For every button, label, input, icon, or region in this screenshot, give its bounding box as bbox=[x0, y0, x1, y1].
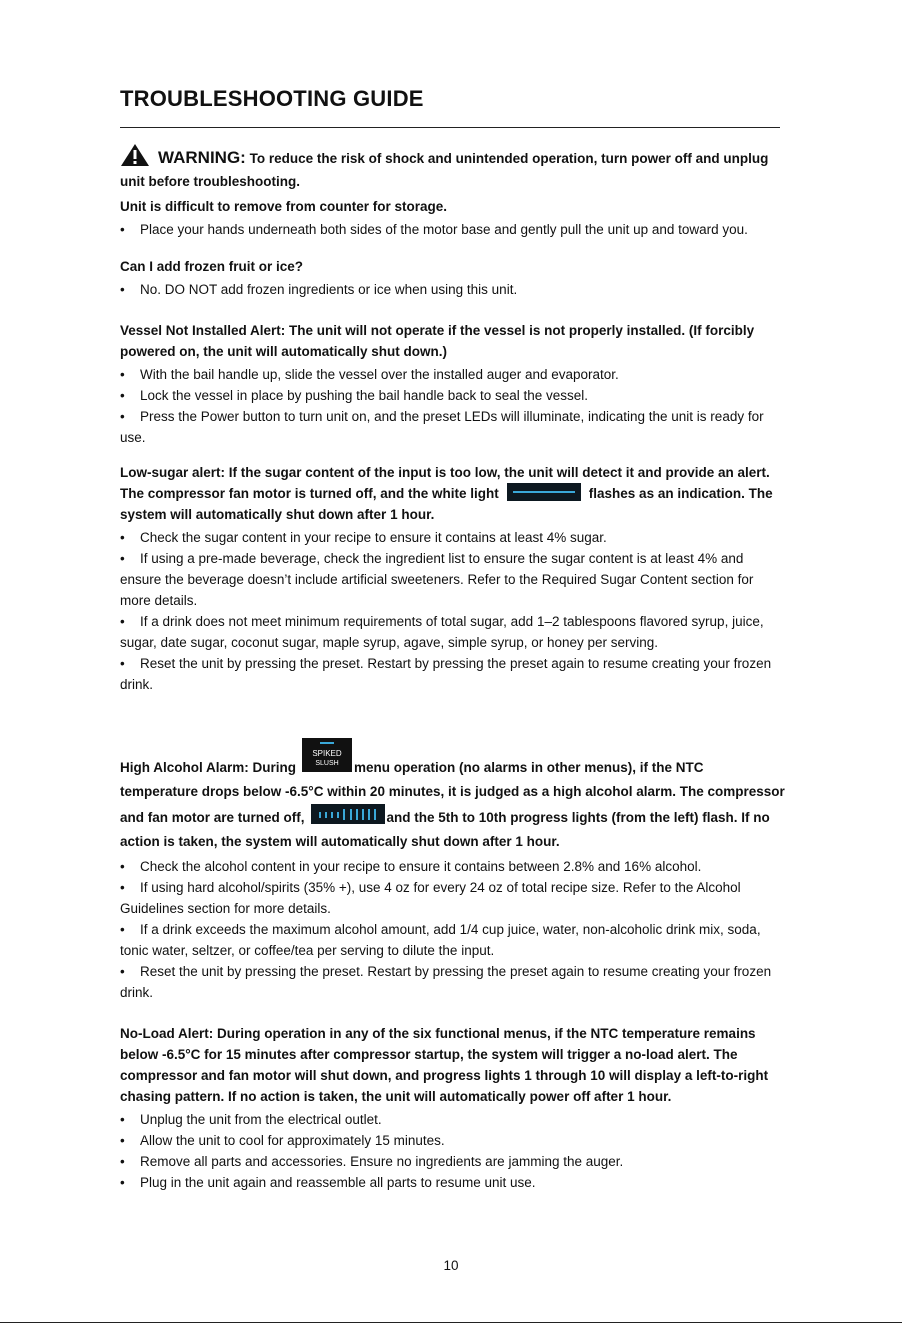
list-item: • If a drink exceeds the maximum alcohol amount, add 1/4 cup juice, water, non-alcoholic drink mix, soda, tonic water, seltzer, or coffee/tea per serving to dilute the input. bbox=[120, 922, 761, 958]
section-low-sugar bbox=[120, 462, 785, 695]
progress-light-tick bbox=[374, 809, 376, 820]
progress-light-tick bbox=[368, 809, 370, 820]
section-heading: Low-sugar alert: If the sugar content of the input is too low, the unit will detect it and provide an alert. The compressor fan motor is turned off, and the white light flashes as an indication. The system will automatically shut down after 1 hour. bbox=[120, 465, 773, 522]
list-item: • Unplug the unit from the electrical outlet. bbox=[120, 1112, 382, 1127]
page-number: 10 bbox=[443, 1258, 459, 1273]
progress-lights-icon bbox=[311, 804, 385, 824]
list-item: • Reset the unit by pressing the preset. Restart by pressing the preset again to resume creating your frozen drink. bbox=[120, 964, 772, 1000]
list-item: • Allow the unit to cool for approximately 15 minutes. bbox=[120, 1133, 445, 1148]
warning-notice bbox=[120, 143, 785, 191]
list-item: • No. DO NOT add frozen ingredients or ice when using this unit. bbox=[120, 279, 785, 300]
white-light-indicator-icon bbox=[507, 483, 581, 501]
section-heading: No-Load Alert: During operation in any of the six functional menus, if the NTC temperature remains below -6.5°C for 15 minutes after compressor startup, the system will trigger a no-load alert. The compressor and fan motor will shut down, and progress lights 1 through 10 will display a left-to-right chasing pattern. If no action is taken, the unit will automatically power off after 1 hour. bbox=[120, 1026, 769, 1104]
title-divider bbox=[120, 127, 780, 128]
progress-light-tick bbox=[362, 809, 364, 820]
bullet: • bbox=[120, 282, 125, 297]
list-item: • Place your hands underneath both sides of the motor base and gently pull the unit up and toward you. bbox=[120, 219, 785, 240]
footer-divider bbox=[0, 1322, 902, 1323]
section-heading: Unit is difficult to remove from counter for storage. bbox=[120, 199, 448, 214]
list-item: • If using a pre-made beverage, check the ingredient list to ensure the sugar content is at least 4% and ensure the beverage doesn’t include artificial sweeteners. Refer to the Required Sugar Content section for more details. bbox=[120, 551, 754, 608]
bullet: • bbox=[120, 222, 125, 237]
section-frozen bbox=[120, 256, 785, 300]
section-heading: Can I add frozen fruit or ice? bbox=[120, 259, 304, 274]
section-heading: High Alcohol Alarm: During SPIKED SLUSH menu operation (no alarms in other menus), if the NTC temperature drops below -6.5°C within 20 minutes, it is judged as a high alcohol alarm. The compressor and fan motor are turned off, and the 5th to 10th progress lights (from the left) flash. If no action is taken, the system will automatically shut down after 1 hour. bbox=[120, 738, 785, 854]
list-item: • Reset the unit by pressing the preset. Restart by pressing the preset again to resume creating your frozen drink. bbox=[120, 656, 772, 692]
warning-triangle-icon bbox=[120, 143, 150, 172]
progress-light-tick bbox=[343, 809, 345, 820]
progress-light-tick bbox=[356, 809, 358, 820]
progress-light-tick bbox=[331, 812, 333, 818]
section-heading: Vessel Not Installed Alert: The unit will not operate if the vessel is not properly installed. (If forcibly powered on, the unit will automatically shut down.) bbox=[120, 323, 755, 359]
warning-label: WARNING: bbox=[158, 148, 246, 167]
spiked-slush-menu-icon: SPIKED SLUSH bbox=[302, 738, 352, 772]
list-item: • With the bail handle up, slide the vessel over the installed auger and evaporator. bbox=[120, 367, 619, 382]
list-item: • If using hard alcohol/spirits (35% +), use 4 oz for every 24 oz of total recipe size. Refer to the Alcohol Guidelines section for more details. bbox=[120, 880, 741, 916]
section-vessel-alert bbox=[120, 320, 785, 448]
list-item: • Lock the vessel in place by pushing the bail handle back to seal the vessel. bbox=[120, 388, 589, 403]
progress-light-tick bbox=[325, 812, 327, 818]
section-no-load bbox=[120, 1023, 785, 1193]
page-title: TROUBLESHOOTING GUIDE bbox=[120, 86, 424, 111]
list-item: • Check the alcohol content in your recipe to ensure it contains between 2.8% and 16% alcohol. bbox=[120, 859, 702, 874]
progress-light-tick bbox=[319, 812, 321, 818]
list-item: • Plug in the unit again and reassemble all parts to resume unit use. bbox=[120, 1175, 536, 1190]
progress-light-tick bbox=[337, 812, 339, 818]
warning-text: To reduce the risk of shock and unintended operation, turn power off and unplug unit before troubleshooting. bbox=[120, 151, 769, 189]
section-storage bbox=[120, 196, 785, 240]
list-item: • If a drink does not meet minimum requirements of total sugar, add 1–2 tablespoons flavored syrup, juice, sugar, date sugar, coconut sugar, maple syrup, agave, simple syrup, or honey per serving. bbox=[120, 614, 764, 650]
list-item: • Press the Power button to turn unit on, and the preset LEDs will illuminate, indicating the unit is ready for use. bbox=[120, 409, 764, 445]
progress-light-tick bbox=[350, 809, 352, 820]
section-high-alcohol bbox=[120, 738, 785, 1003]
list-item: • Check the sugar content in your recipe to ensure it contains at least 4% sugar. bbox=[120, 530, 607, 545]
list-item: • Remove all parts and accessories. Ensure no ingredients are jamming the auger. bbox=[120, 1154, 624, 1169]
